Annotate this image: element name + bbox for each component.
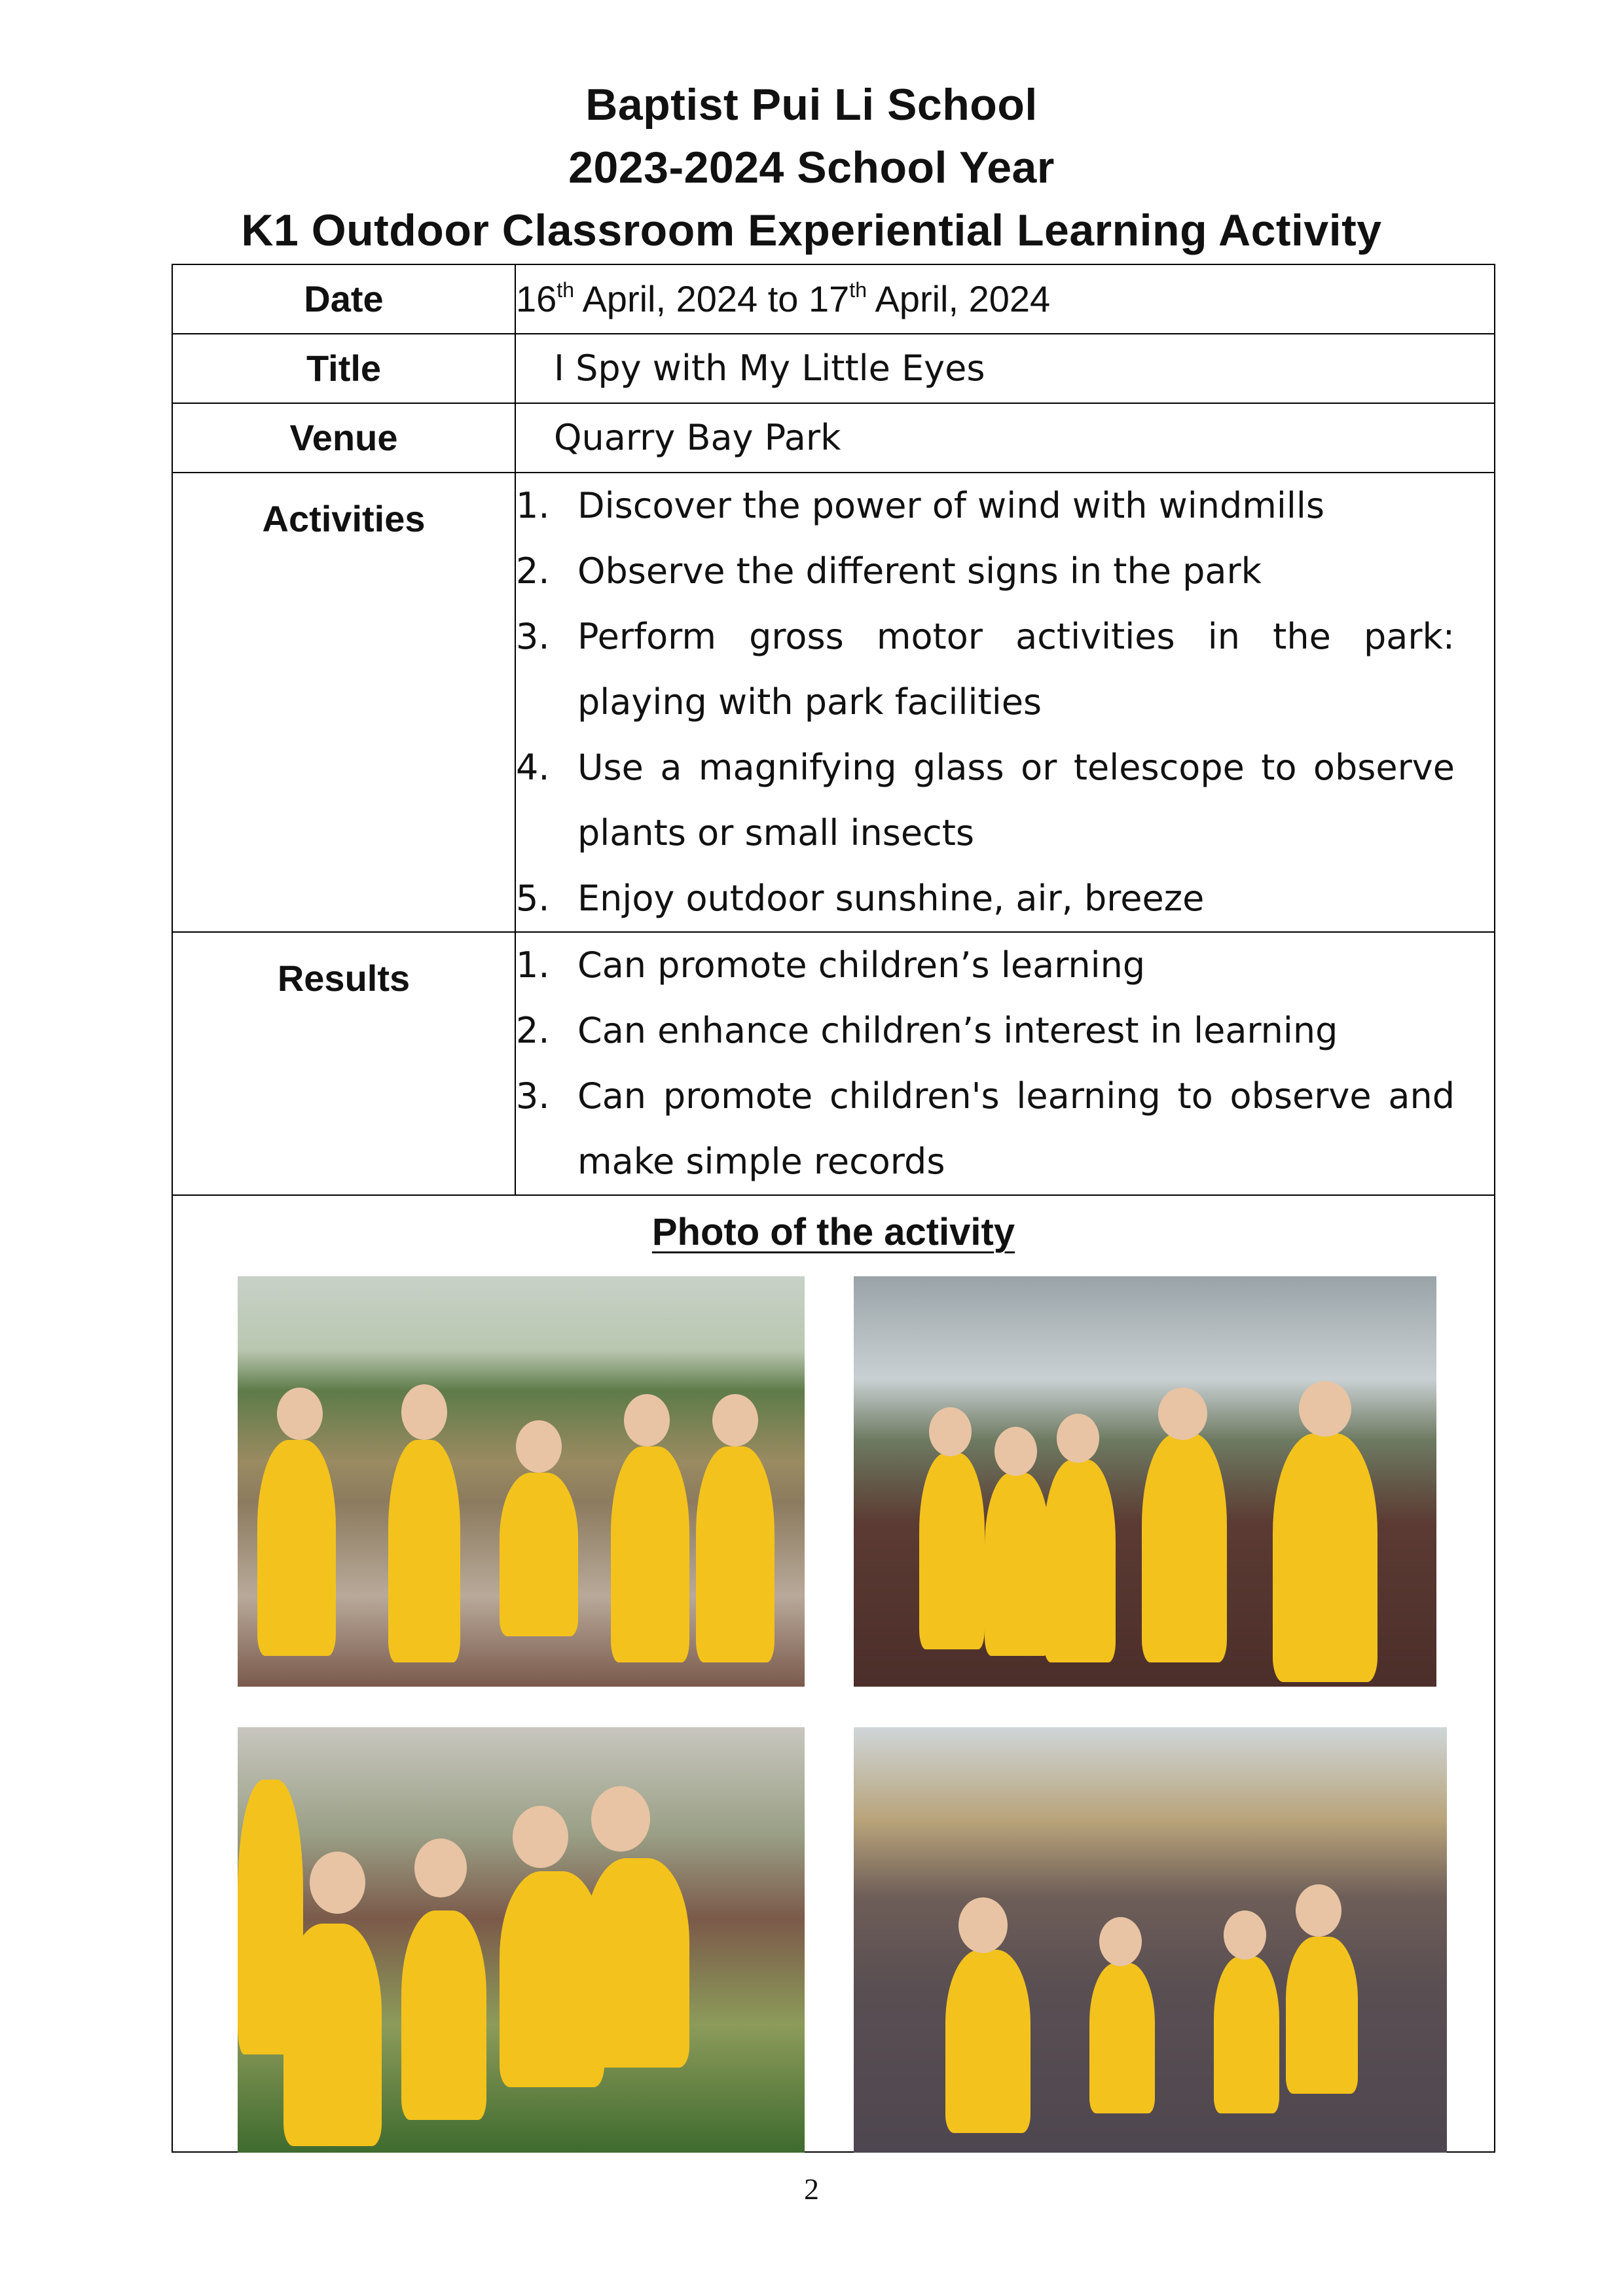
photos-row: [172, 1195, 1495, 2152]
list-item: [516, 998, 1494, 1064]
photos-cell: [172, 1195, 1495, 2152]
list-item: [516, 933, 1494, 998]
results-cell: [515, 932, 1495, 1195]
list-item: [516, 473, 1494, 539]
results-label: Results: [172, 932, 515, 1195]
activity-photo-children-magnifiers: [238, 1276, 805, 1687]
school-name: Baptist Pui Li School: [585, 80, 1038, 130]
item-text: Discover the power of wind with windmills: [577, 485, 1325, 526]
item-number: 1.: [516, 485, 550, 526]
item-text: Perform gross motor activities in the park: playing with park facilities: [577, 616, 1455, 723]
school-year: 2023-2024 School Year: [568, 143, 1055, 192]
list-item: [516, 866, 1494, 931]
date-value: [515, 264, 1495, 334]
item-number: 3.: [516, 616, 550, 657]
title-label: Title: [172, 334, 515, 403]
results-row: [172, 932, 1495, 1195]
activity-photo-children-telescopes: [854, 1276, 1436, 1687]
venue-value: Quarry Bay Park: [515, 403, 1495, 473]
activity-photo-windmills: [854, 1727, 1447, 2153]
list-item: [516, 735, 1494, 866]
item-text: Observe the different signs in the park: [577, 550, 1262, 592]
activity-title: K1 Outdoor Classroom Experiential Learning Activity: [241, 206, 1382, 255]
start-day: 16: [516, 278, 557, 319]
title-row: [172, 334, 1495, 403]
activities-row: [172, 473, 1495, 932]
end-day-suffix: th: [849, 278, 867, 302]
venue-label: Venue: [172, 403, 515, 473]
page-number: 2: [804, 2172, 819, 2206]
photos-heading: Photo of the activity: [651, 1211, 1015, 1253]
activities-cell: [515, 473, 1495, 932]
item-number: 4.: [516, 747, 550, 788]
item-number: 2.: [516, 550, 550, 592]
date-label: Date: [172, 264, 515, 334]
date-row: [172, 264, 1495, 334]
item-text: Enjoy outdoor sunshine, air, breeze: [577, 878, 1205, 919]
activities-list: [516, 473, 1494, 931]
end-day: 17: [809, 278, 850, 319]
item-number: 3.: [516, 1075, 550, 1117]
item-text: Can promote children's learning to observe and make simple records: [577, 1075, 1455, 1182]
activities-label: Activities: [172, 473, 515, 932]
document-header: [0, 73, 1623, 262]
start-day-suffix: th: [556, 278, 574, 302]
item-number: 2.: [516, 1010, 550, 1051]
list-item: [516, 1064, 1494, 1194]
item-text: Can promote children’s learning: [577, 944, 1146, 986]
activity-info-table: [172, 264, 1495, 2153]
end-rest: April, 2024: [866, 278, 1051, 319]
item-number: 5.: [516, 878, 550, 919]
item-number: 1.: [516, 944, 550, 986]
activity-photo-observing-plants: [238, 1727, 805, 2153]
item-text: Use a magnifying glass or telescope to observe plants or small insects: [577, 747, 1455, 853]
results-list: [516, 933, 1494, 1194]
start-rest: April, 2024 to: [574, 278, 809, 319]
title-value: I Spy with My Little Eyes: [515, 334, 1495, 403]
list-item: [516, 539, 1494, 604]
venue-row: [172, 403, 1495, 473]
item-text: Can enhance children’s interest in learning: [577, 1010, 1338, 1051]
list-item: [516, 604, 1494, 735]
